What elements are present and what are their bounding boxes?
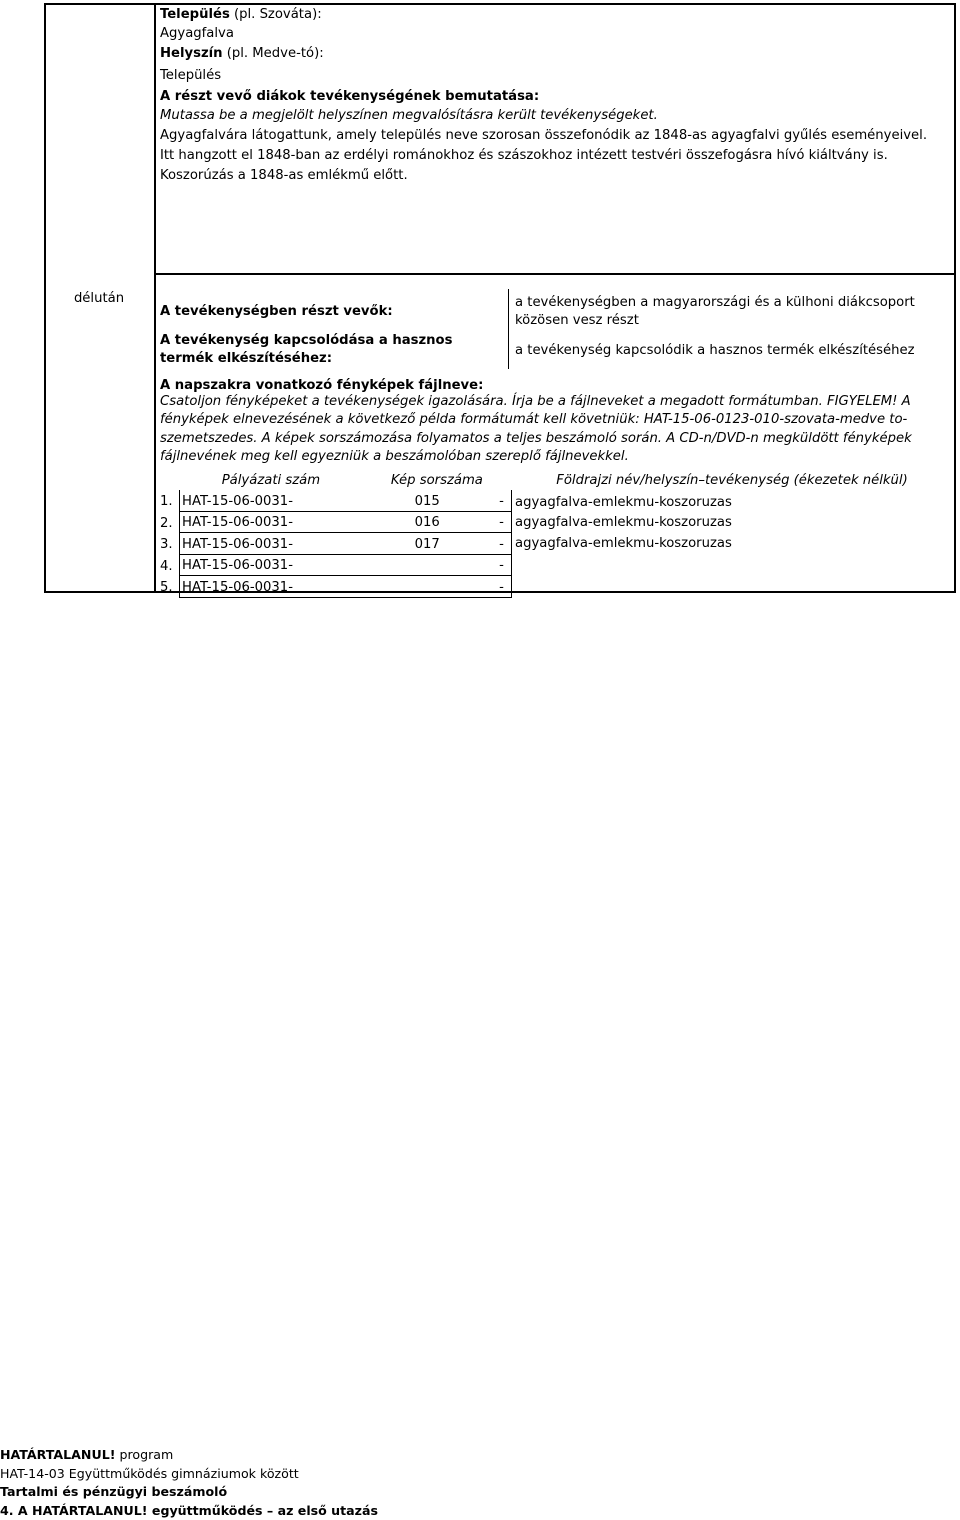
activity-text-line: Agyagfalvára látogattunk, amely település neve szorosan összefonódik az 1848-as agyagfalvi gyűlés eseményeivel. — [160, 127, 927, 145]
settlement-value: Agyagfalva — [160, 25, 234, 43]
location-hint: (pl. Medve-tó): — [227, 46, 324, 61]
period-label: délután — [44, 290, 154, 308]
header-picture-number: Kép sorszáma — [362, 470, 511, 490]
photos-instruction-line: Csatoljon fényképeket a tevékenységek igazolására. Írja be a fájlneveket a megadott formátumban. FIGYELEM! A — [160, 393, 952, 411]
table-row — [156, 511, 512, 533]
picture-number-field[interactable] — [362, 554, 492, 576]
settlement-hint: (pl. Szováta): — [234, 7, 322, 22]
separator-dash: - — [492, 511, 511, 533]
photos-instruction-line: szemetszedes. A képek sorszámozása folyamatos a teljes beszámoló során. A CD-n/DVD-n megküldött fényképek — [160, 430, 952, 448]
row-number: 2. — [156, 511, 180, 533]
page-footer — [0, 1446, 378, 1520]
separator-dash: - — [492, 533, 511, 555]
footer-program-word: program — [115, 1447, 173, 1462]
geographic-name-field[interactable]: agyagfalva-emlekmu-koszoruzas — [515, 535, 732, 553]
application-number-field[interactable]: HAT-15-06-0031- — [180, 533, 363, 555]
link-label-line: A tevékenység kapcsolódása a hasznos — [160, 332, 452, 350]
table-row — [156, 554, 512, 576]
geographic-name-field[interactable]: agyagfalva-emlekmu-koszoruzas — [515, 494, 732, 512]
activity-instruction: Mutassa be a megjelölt helyszínen megvalósításra került tevékenységeket. — [160, 107, 658, 125]
afternoon-divider — [508, 289, 509, 369]
activity-section — [156, 3, 956, 275]
location-row — [160, 45, 324, 63]
activity-text-line: Itt hangzott el 1848-ban az erdélyi románokhoz és szászokhoz intézett testvéri összefogásra hívó kiáltvány is. — [160, 147, 888, 165]
header-geographic-name: Földrajzi név/helyszín–tevékenység (ékezetek nélkül) — [512, 472, 952, 490]
separator-dash: - — [492, 490, 511, 511]
photo-files-header — [156, 470, 512, 490]
participants-value-line: a tevékenységben a magyarországi és a külhoni diákcsoport — [515, 294, 915, 312]
row-number: 1. — [156, 490, 180, 511]
activity-text-line: Koszorúzás a 1848-as emlékmű előtt. — [160, 167, 408, 185]
footer-program-name: HATÁRTALANUL! — [0, 1447, 115, 1462]
location-value: Település — [160, 67, 221, 85]
application-number-field[interactable]: HAT-15-06-0031- — [180, 576, 363, 598]
location-label: Helyszín — [160, 46, 223, 61]
link-value: a tevékenység kapcsolódik a hasznos termék elkészítéséhez — [515, 342, 915, 360]
application-number-field[interactable]: HAT-15-06-0031- — [180, 554, 363, 576]
activity-title: A részt vevő diákok tevékenységének bemutatása: — [160, 88, 539, 106]
separator-dash: - — [492, 554, 511, 576]
row-number: 3. — [156, 533, 180, 555]
picture-number-field[interactable] — [362, 576, 492, 598]
application-number-field[interactable]: HAT-15-06-0031- — [180, 511, 363, 533]
settlement-label: Település — [160, 7, 230, 22]
footer-report-line: Tartalmi és pénzügyi beszámoló — [0, 1483, 378, 1502]
header-application-number: Pályázati szám — [180, 470, 363, 490]
photos-title: A napszakra vonatkozó fényképek fájlneve: — [160, 377, 483, 395]
photos-instruction-line: fényképek elnevezésének a következő példa formátumát kell követniük: HAT-15-06-0123-010-szovata-medve to- — [160, 411, 952, 429]
footer-program-line — [0, 1446, 378, 1465]
photos-instruction-line: fájlnevének meg kell egyezniük a beszámolóban szereplő fájlnevekkel. — [160, 448, 952, 466]
separator-dash: - — [492, 576, 511, 598]
table-row — [156, 533, 512, 555]
participants-label: A tevékenységben részt vevők: — [160, 303, 393, 321]
geographic-name-field[interactable]: agyagfalva-emlekmu-koszoruzas — [515, 514, 732, 532]
participants-value-line: közösen vesz részt — [515, 312, 639, 330]
footer-section-line: 4. A HATÁRTALANUL! együttműködés – az első utazás — [0, 1502, 378, 1520]
picture-number-field[interactable]: 017 — [362, 533, 492, 555]
photos-instruction — [160, 393, 952, 466]
application-number-field[interactable]: HAT-15-06-0031- — [180, 490, 363, 511]
picture-number-field[interactable]: 015 — [362, 490, 492, 511]
footer-project-line: HAT-14-03 Együttműködés gimnáziumok között — [0, 1465, 378, 1484]
settlement-row — [160, 6, 322, 24]
row-number: 5. — [156, 576, 180, 598]
photo-files-table — [156, 470, 512, 598]
picture-number-field[interactable]: 016 — [362, 511, 492, 533]
link-label-line: termék elkészítéséhez: — [160, 350, 332, 368]
row-number: 4. — [156, 554, 180, 576]
table-row — [156, 576, 512, 598]
table-row — [156, 490, 512, 511]
